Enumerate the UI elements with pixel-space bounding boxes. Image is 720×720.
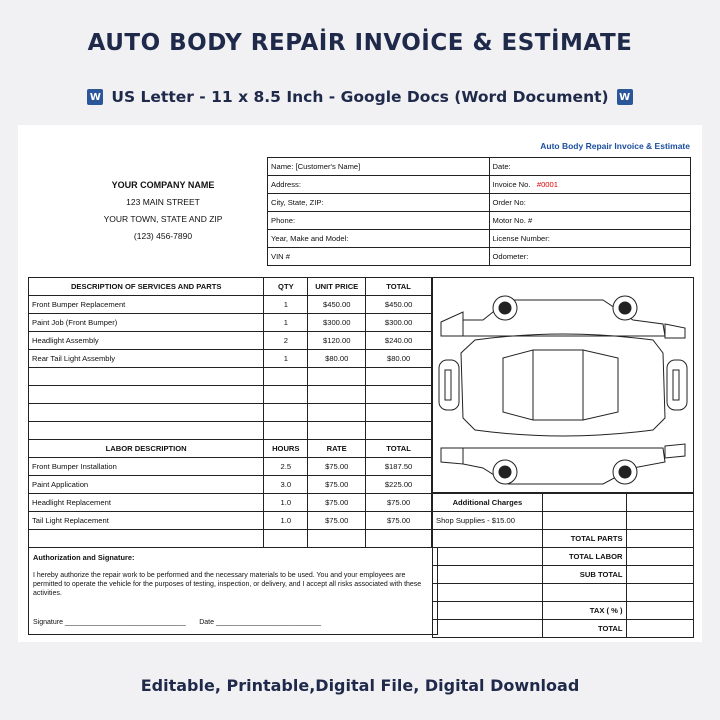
- service-total[interactable]: $80.00: [366, 350, 432, 368]
- labor-description[interactable]: Paint Application: [29, 476, 264, 494]
- empty-cell[interactable]: [433, 566, 543, 584]
- service-description[interactable]: Rear Tail Light Assembly: [29, 350, 264, 368]
- subtotal-value[interactable]: [626, 566, 693, 584]
- empty-cell[interactable]: [308, 368, 366, 386]
- vehicle-diagram: [432, 277, 694, 493]
- empty-cell[interactable]: [542, 494, 626, 512]
- table-row: [268, 194, 691, 212]
- labor-rate[interactable]: $75.00: [308, 458, 366, 476]
- table-row: [29, 530, 432, 548]
- signature-line[interactable]: Signature _______________________________ Date ___________________________: [33, 619, 322, 626]
- service-qty[interactable]: 1: [264, 314, 308, 332]
- empty-cell[interactable]: [366, 386, 432, 404]
- labor-total[interactable]: $187.50: [366, 458, 432, 476]
- empty-cell[interactable]: [433, 584, 543, 602]
- empty-cell[interactable]: [366, 404, 432, 422]
- empty-cell[interactable]: [626, 494, 693, 512]
- service-total[interactable]: $450.00: [366, 296, 432, 314]
- empty-cell[interactable]: [264, 404, 308, 422]
- signature-label: Signature: [33, 619, 63, 626]
- empty-cell[interactable]: [264, 386, 308, 404]
- table-row: [29, 332, 432, 350]
- column-header: RATE: [308, 440, 366, 458]
- car-outline-icon: [433, 278, 693, 492]
- customer-field[interactable]: Motor No. #: [489, 212, 691, 230]
- grand-total-value[interactable]: [626, 620, 693, 638]
- empty-cell[interactable]: [29, 368, 264, 386]
- table-row: [29, 512, 432, 530]
- empty-cell[interactable]: [308, 404, 366, 422]
- total-parts-value[interactable]: [626, 530, 693, 548]
- customer-field[interactable]: Phone:: [268, 212, 490, 230]
- date-label: Date: [199, 619, 215, 626]
- table-row: [433, 494, 694, 512]
- service-description[interactable]: Headlight Assembly: [29, 332, 264, 350]
- table-row: [29, 476, 432, 494]
- authorization-section: [28, 547, 438, 635]
- company-name: YOUR COMPANY NAME: [111, 180, 215, 190]
- service-qty[interactable]: 1: [264, 296, 308, 314]
- subtotal-label: SUB TOTAL: [542, 566, 626, 584]
- empty-cell[interactable]: [366, 368, 432, 386]
- company-block: [58, 177, 268, 245]
- word-document-icon: W: [617, 89, 633, 105]
- empty-cell[interactable]: [366, 422, 432, 440]
- labor-rate[interactable]: $75.00: [308, 494, 366, 512]
- table-row: [29, 404, 432, 422]
- empty-cell[interactable]: [542, 584, 626, 602]
- customer-field[interactable]: License Number:: [489, 230, 691, 248]
- table-row: [29, 368, 432, 386]
- labor-total[interactable]: $75.00: [366, 494, 432, 512]
- column-header: TOTAL: [366, 278, 432, 296]
- labor-total[interactable]: $225.00: [366, 476, 432, 494]
- service-unit-price[interactable]: $450.00: [308, 296, 366, 314]
- labor-description[interactable]: Front Bumper Installation: [29, 458, 264, 476]
- empty-cell[interactable]: [29, 530, 264, 548]
- banner-subtitle-text: US Letter - 11 x 8.5 Inch - Google Docs (Word Document): [111, 88, 609, 106]
- empty-cell[interactable]: [433, 620, 543, 638]
- labor-description[interactable]: Tail Light Replacement: [29, 512, 264, 530]
- customer-info-table: [267, 157, 691, 266]
- labor-total[interactable]: $75.00: [366, 512, 432, 530]
- table-header-row: [29, 440, 432, 458]
- table-row: [268, 230, 691, 248]
- banner-subtitle: [0, 88, 720, 106]
- table-row: [433, 584, 694, 602]
- table-row: [29, 314, 432, 332]
- authorization-heading: Authorization and Signature:: [33, 553, 135, 562]
- empty-cell[interactable]: [308, 530, 366, 548]
- charge-item[interactable]: Shop Supplies - $15.00: [433, 512, 543, 530]
- empty-cell[interactable]: [308, 422, 366, 440]
- invoice-number-field[interactable]: [489, 176, 691, 194]
- table-row: [433, 548, 694, 566]
- column-header: HOURS: [264, 440, 308, 458]
- customer-field[interactable]: City, State, ZIP:: [268, 194, 490, 212]
- table-row: [268, 158, 691, 176]
- word-document-icon: W: [87, 89, 103, 105]
- invoice-number-value: #0001: [536, 180, 558, 189]
- column-header: DESCRIPTION OF SERVICES AND PARTS: [29, 278, 264, 296]
- total-parts-label: TOTAL PARTS: [542, 530, 626, 548]
- company-city: YOUR TOWN, STATE AND ZIP: [103, 214, 223, 224]
- empty-cell[interactable]: [264, 530, 308, 548]
- total-labor-label: TOTAL LABOR: [542, 548, 626, 566]
- service-description[interactable]: Paint Job (Front Bumper): [29, 314, 264, 332]
- labor-hours[interactable]: 3.0: [264, 476, 308, 494]
- labor-hours[interactable]: 1.0: [264, 494, 308, 512]
- customer-field[interactable]: Odometer:: [489, 248, 691, 266]
- invoice-number-label: Invoice No.: [492, 180, 531, 189]
- empty-cell[interactable]: [433, 530, 543, 548]
- table-row: [433, 620, 694, 638]
- column-header: TOTAL: [366, 440, 432, 458]
- table-row: [433, 530, 694, 548]
- service-unit-price[interactable]: $80.00: [308, 350, 366, 368]
- customer-field[interactable]: Order No:: [489, 194, 691, 212]
- labor-description[interactable]: Headlight Replacement: [29, 494, 264, 512]
- service-description[interactable]: Front Bumper Replacement: [29, 296, 264, 314]
- labor-rate[interactable]: $75.00: [308, 476, 366, 494]
- labor-hours[interactable]: 1.0: [264, 512, 308, 530]
- table-row: [29, 458, 432, 476]
- empty-cell[interactable]: [626, 584, 693, 602]
- banner-title: AUTO BODY REPAİR INVOİCE & ESTİMATE: [87, 30, 633, 56]
- company-street: 123 MAIN STREET: [126, 197, 200, 207]
- table-row: [268, 212, 691, 230]
- table-row: [433, 602, 694, 620]
- service-total[interactable]: $240.00: [366, 332, 432, 350]
- table-row: [29, 386, 432, 404]
- empty-cell[interactable]: [308, 386, 366, 404]
- empty-cell[interactable]: [433, 548, 543, 566]
- empty-cell[interactable]: [542, 512, 626, 530]
- customer-field[interactable]: Year, Make and Model:: [268, 230, 490, 248]
- labor-table: [28, 439, 432, 548]
- grand-total-label: TOTAL: [542, 620, 626, 638]
- customer-field[interactable]: Address:: [268, 176, 490, 194]
- company-phone: (123) 456-7890: [133, 231, 193, 241]
- authorization-text: I hereby authorize the repair work to be performed and the necessary materials to be used. You and your employees are permitted to operate the vehicle for the purposes of testing, inspection, or delivery, and I accept all risks associated with these activities.: [33, 572, 422, 597]
- service-qty[interactable]: 2: [264, 332, 308, 350]
- column-header: LABOR DESCRIPTION: [29, 440, 264, 458]
- service-total[interactable]: $300.00: [366, 314, 432, 332]
- table-header-row: [29, 278, 432, 296]
- additional-charges-header: Additional Charges: [433, 494, 543, 512]
- empty-cell[interactable]: [29, 386, 264, 404]
- service-qty[interactable]: 1: [264, 350, 308, 368]
- tax-value[interactable]: [626, 602, 693, 620]
- table-row: [29, 296, 432, 314]
- empty-cell[interactable]: [264, 368, 308, 386]
- customer-field[interactable]: Date:: [489, 158, 691, 176]
- column-header: QTY: [264, 278, 308, 296]
- charges-totals-table: [432, 493, 694, 638]
- customer-field[interactable]: Name: [Customer's Name]: [268, 158, 490, 176]
- empty-cell[interactable]: [626, 512, 693, 530]
- customer-field[interactable]: VIN #: [268, 248, 490, 266]
- column-header: UNIT PRICE: [308, 278, 366, 296]
- table-row: [433, 512, 694, 530]
- empty-cell[interactable]: [29, 404, 264, 422]
- invoice-header-title: Auto Body Repair Invoice & Estimate: [540, 141, 690, 151]
- table-row: [29, 494, 432, 512]
- labor-hours[interactable]: 2.5: [264, 458, 308, 476]
- service-unit-price[interactable]: $120.00: [308, 332, 366, 350]
- table-row: [268, 176, 691, 194]
- invoice-sheet: [18, 125, 702, 642]
- table-row: [268, 248, 691, 266]
- empty-cell[interactable]: [366, 530, 432, 548]
- empty-cell[interactable]: [264, 422, 308, 440]
- service-unit-price[interactable]: $300.00: [308, 314, 366, 332]
- table-row: [29, 422, 432, 440]
- services-table: [28, 277, 432, 440]
- tax-label: TAX ( % ): [542, 602, 626, 620]
- table-row: [29, 350, 432, 368]
- banner-footer: Editable, Printable,Digital File, Digital Download: [140, 676, 580, 695]
- total-labor-value[interactable]: [626, 548, 693, 566]
- empty-cell[interactable]: [29, 422, 264, 440]
- empty-cell[interactable]: [433, 602, 543, 620]
- table-row: [433, 566, 694, 584]
- labor-rate[interactable]: $75.00: [308, 512, 366, 530]
